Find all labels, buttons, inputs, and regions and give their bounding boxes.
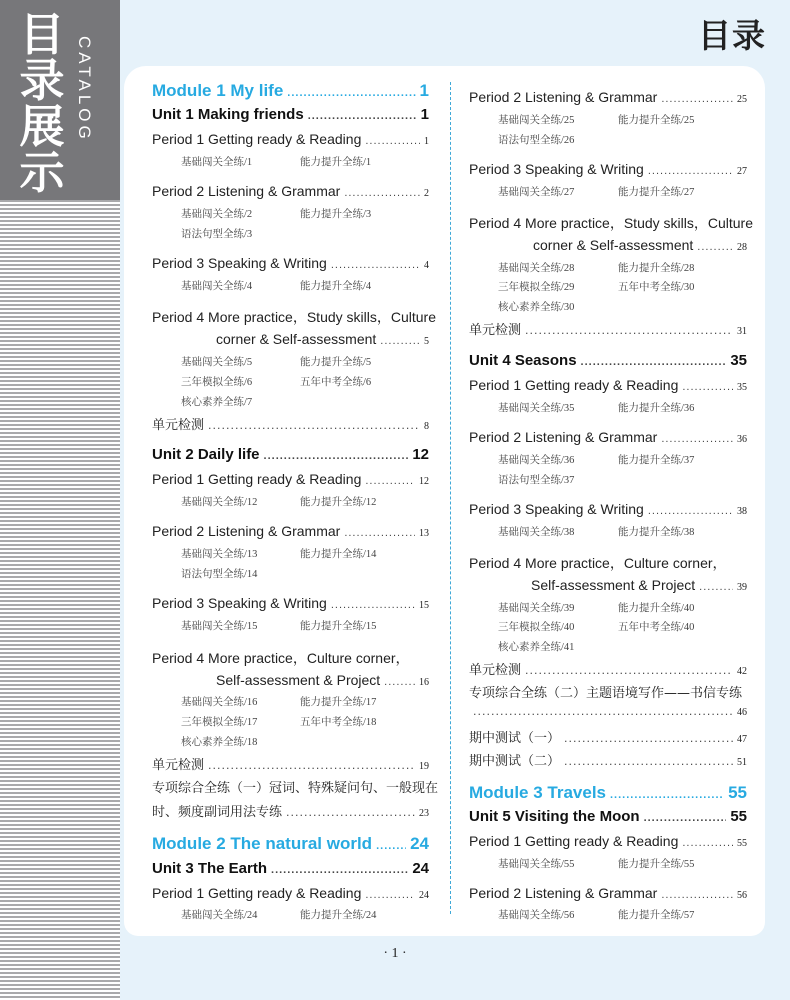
subitem: 核心素养全练/41 — [498, 642, 575, 653]
page-number: · 1 · — [383, 946, 407, 961]
subitem: 基础闯关全练/39 — [498, 603, 575, 614]
toc-period[interactable]: Period 2 Listening & Grammar ..... 36 — [469, 429, 747, 445]
toc-unit-2[interactable]: Unit 2 Daily life ..... 12 — [152, 446, 429, 463]
subitem: 基础闯关全练/16 — [181, 697, 258, 708]
subitem: 能力提升全练/25 — [618, 115, 695, 126]
toc-midterm-1[interactable]: 期中测试（一） ..... 47 — [469, 727, 747, 746]
toc-unit-test[interactable]: 单元检测 ..... 8 — [152, 414, 429, 433]
toc-period[interactable]: Period 2 Listening & Grammar ..... 13 — [152, 523, 429, 539]
toc-period[interactable]: Period 1 Getting ready & Reading ..... 12 — [152, 471, 429, 487]
toc-unit-3[interactable]: Unit 3 The Earth ..... 24 — [152, 860, 429, 877]
subitem: 语法句型全练/14 — [181, 569, 258, 580]
toc-period[interactable]: Period 1 Getting ready & Reading ..... 35 — [469, 377, 747, 393]
subitem: 基础闯关全练/27 — [498, 187, 575, 198]
subitem: 基础闯关全练/28 — [498, 263, 575, 274]
subitem: 能力提升全练/5 — [300, 357, 372, 368]
subitem: 基础闯关全练/2 — [181, 209, 253, 220]
subitem: 基础闯关全练/12 — [181, 497, 258, 508]
toc-unit-test[interactable]: 单元检测 ..... 19 — [152, 754, 429, 773]
toc-unit-test[interactable]: 单元检测 ..... 42 — [469, 659, 747, 678]
subitem: 基础闯关全练/25 — [498, 115, 575, 126]
subitem: 语法句型全练/3 — [181, 229, 253, 240]
subitem: 语法句型全练/37 — [498, 475, 575, 486]
toc-period[interactable]: Period 3 Speaking & Writing ..... 38 — [469, 501, 747, 517]
subitem: 能力提升全练/38 — [618, 527, 695, 538]
subitem: 基础闯关全练/15 — [181, 621, 258, 632]
subitem: 基础闯关全练/5 — [181, 357, 253, 368]
subitem: 基础闯关全练/36 — [498, 455, 575, 466]
subitem: 能力提升全练/15 — [300, 621, 377, 632]
toc-unit-1[interactable]: Unit 1 Making friends ..... 1 — [152, 106, 429, 123]
subitem: 能力提升全练/1 — [300, 157, 372, 168]
side-catalog-label: CATALOG — [75, 36, 94, 143]
side-title-char: 录 — [19, 54, 65, 107]
subitem: 能力提升全练/4 — [300, 281, 372, 292]
subitem: 能力提升全练/17 — [300, 697, 377, 708]
side-title-block — [0, 0, 120, 200]
subitem: 基础闯关全练/1 — [181, 157, 253, 168]
toc-module-3[interactable]: Module 3 Travels ..... 55 — [469, 783, 747, 803]
column-divider — [450, 82, 451, 914]
subitem: 基础闯关全练/35 — [498, 403, 575, 414]
toc-unit-test[interactable]: 单元检测 ..... 31 — [469, 319, 747, 338]
subitem: 五年中考全练/6 — [300, 377, 372, 388]
subitem: 能力提升全练/57 — [618, 910, 695, 921]
toc-period[interactable]: Period 2 Listening & Grammar ..... 2 — [152, 183, 429, 199]
subitem: 三年模拟全练/29 — [498, 282, 575, 293]
toc-unit-5[interactable]: Unit 5 Visiting the Moon ..... 55 — [469, 808, 747, 825]
toc-period[interactable]: Period 2 Listening & Grammar ..... 25 — [469, 89, 747, 105]
side-title-char: 示 — [19, 146, 65, 199]
toc-period[interactable]: Self-assessment & Project ..... 16 — [216, 672, 429, 688]
subitem: 基础闯关全练/24 — [181, 910, 258, 921]
toc-period[interactable]: Period 3 Speaking & Writing ..... 27 — [469, 161, 747, 177]
side-title — [14, 8, 70, 199]
toc-special-line1[interactable]: 专项综合全练（二）主题语境写作——书信专练 — [469, 686, 743, 701]
toc-period[interactable]: Self-assessment & Project ..... 39 — [531, 577, 747, 593]
side-title-char: 展 — [19, 100, 65, 153]
toc-period[interactable]: Period 2 Listening & Grammar ..... 56 — [469, 885, 747, 901]
toc-special-2[interactable]: ..... 46 — [469, 705, 747, 718]
subitem: 能力提升全练/55 — [618, 859, 695, 870]
subitem: 三年模拟全练/17 — [181, 717, 258, 728]
subitem: 五年中考全练/40 — [618, 622, 695, 633]
subitem: 五年中考全练/18 — [300, 717, 377, 728]
toc-period[interactable]: Period 1 Getting ready & Reading ..... 24 — [152, 885, 429, 901]
page-heading: 目录 — [698, 16, 766, 55]
toc-period-line1[interactable]: Period 4 More practice，Culture corner， — [152, 650, 410, 666]
subitem: 能力提升全练/37 — [618, 455, 695, 466]
subitem: 能力提升全练/24 — [300, 910, 377, 921]
subitem: 五年中考全练/30 — [618, 282, 695, 293]
subitem: 基础闯关全练/56 — [498, 910, 575, 921]
subitem: 基础闯关全练/55 — [498, 859, 575, 870]
toc-period-line1[interactable]: Period 4 More practice，Study skills，Culture — [152, 309, 436, 325]
toc-special-1[interactable]: 时、频度副词用法专练 ..... 23 — [152, 801, 429, 820]
subitem: 基础闯关全练/13 — [181, 549, 258, 560]
toc-midterm-2[interactable]: 期中测试（二） ..... 51 — [469, 750, 747, 769]
subitem: 基础闯关全练/4 — [181, 281, 253, 292]
toc-period-line1[interactable]: Period 4 More practice，Culture corner， — [469, 555, 727, 571]
subitem: 能力提升全练/14 — [300, 549, 377, 560]
subitem: 核心素养全练/18 — [181, 737, 258, 748]
toc-unit-4[interactable]: Unit 4 Seasons ..... 35 — [469, 352, 747, 369]
subitem: 三年模拟全练/40 — [498, 622, 575, 633]
subitem: 能力提升全练/12 — [300, 497, 377, 508]
toc-period[interactable]: Period 3 Speaking & Writing ..... 4 — [152, 255, 429, 271]
subitem: 能力提升全练/36 — [618, 403, 695, 414]
side-title-char: 目 — [19, 8, 65, 61]
toc-period[interactable]: Period 1 Getting ready & Reading ..... 55 — [469, 833, 747, 849]
subitem: 能力提升全练/40 — [618, 603, 695, 614]
toc-special-line1[interactable]: 专项综合全练（一）冠词、特殊疑问句、一般现在 — [152, 781, 439, 796]
subitem: 核心素养全练/7 — [181, 397, 253, 408]
toc-period[interactable]: Period 1 Getting ready & Reading ..... 1 — [152, 131, 429, 147]
toc-period[interactable]: corner & Self-assessment ..... 5 — [216, 331, 429, 347]
toc-period-line1[interactable]: Period 4 More practice，Study skills，Culture — [469, 215, 753, 231]
subitem: 能力提升全练/28 — [618, 263, 695, 274]
subitem: 三年模拟全练/6 — [181, 377, 253, 388]
subitem: 语法句型全练/26 — [498, 135, 575, 146]
toc-period[interactable]: corner & Self-assessment ..... 28 — [533, 237, 747, 253]
toc-module-1[interactable]: Module 1 My life ..... 1 — [152, 81, 429, 101]
toc-period[interactable]: Period 3 Speaking & Writing ..... 15 — [152, 595, 429, 611]
toc-module-2[interactable]: Module 2 The natural world ..... 24 — [152, 834, 429, 854]
subitem: 核心素养全练/30 — [498, 302, 575, 313]
subitem: 能力提升全练/27 — [618, 187, 695, 198]
subitem: 能力提升全练/3 — [300, 209, 372, 220]
subitem: 基础闯关全练/38 — [498, 527, 575, 538]
